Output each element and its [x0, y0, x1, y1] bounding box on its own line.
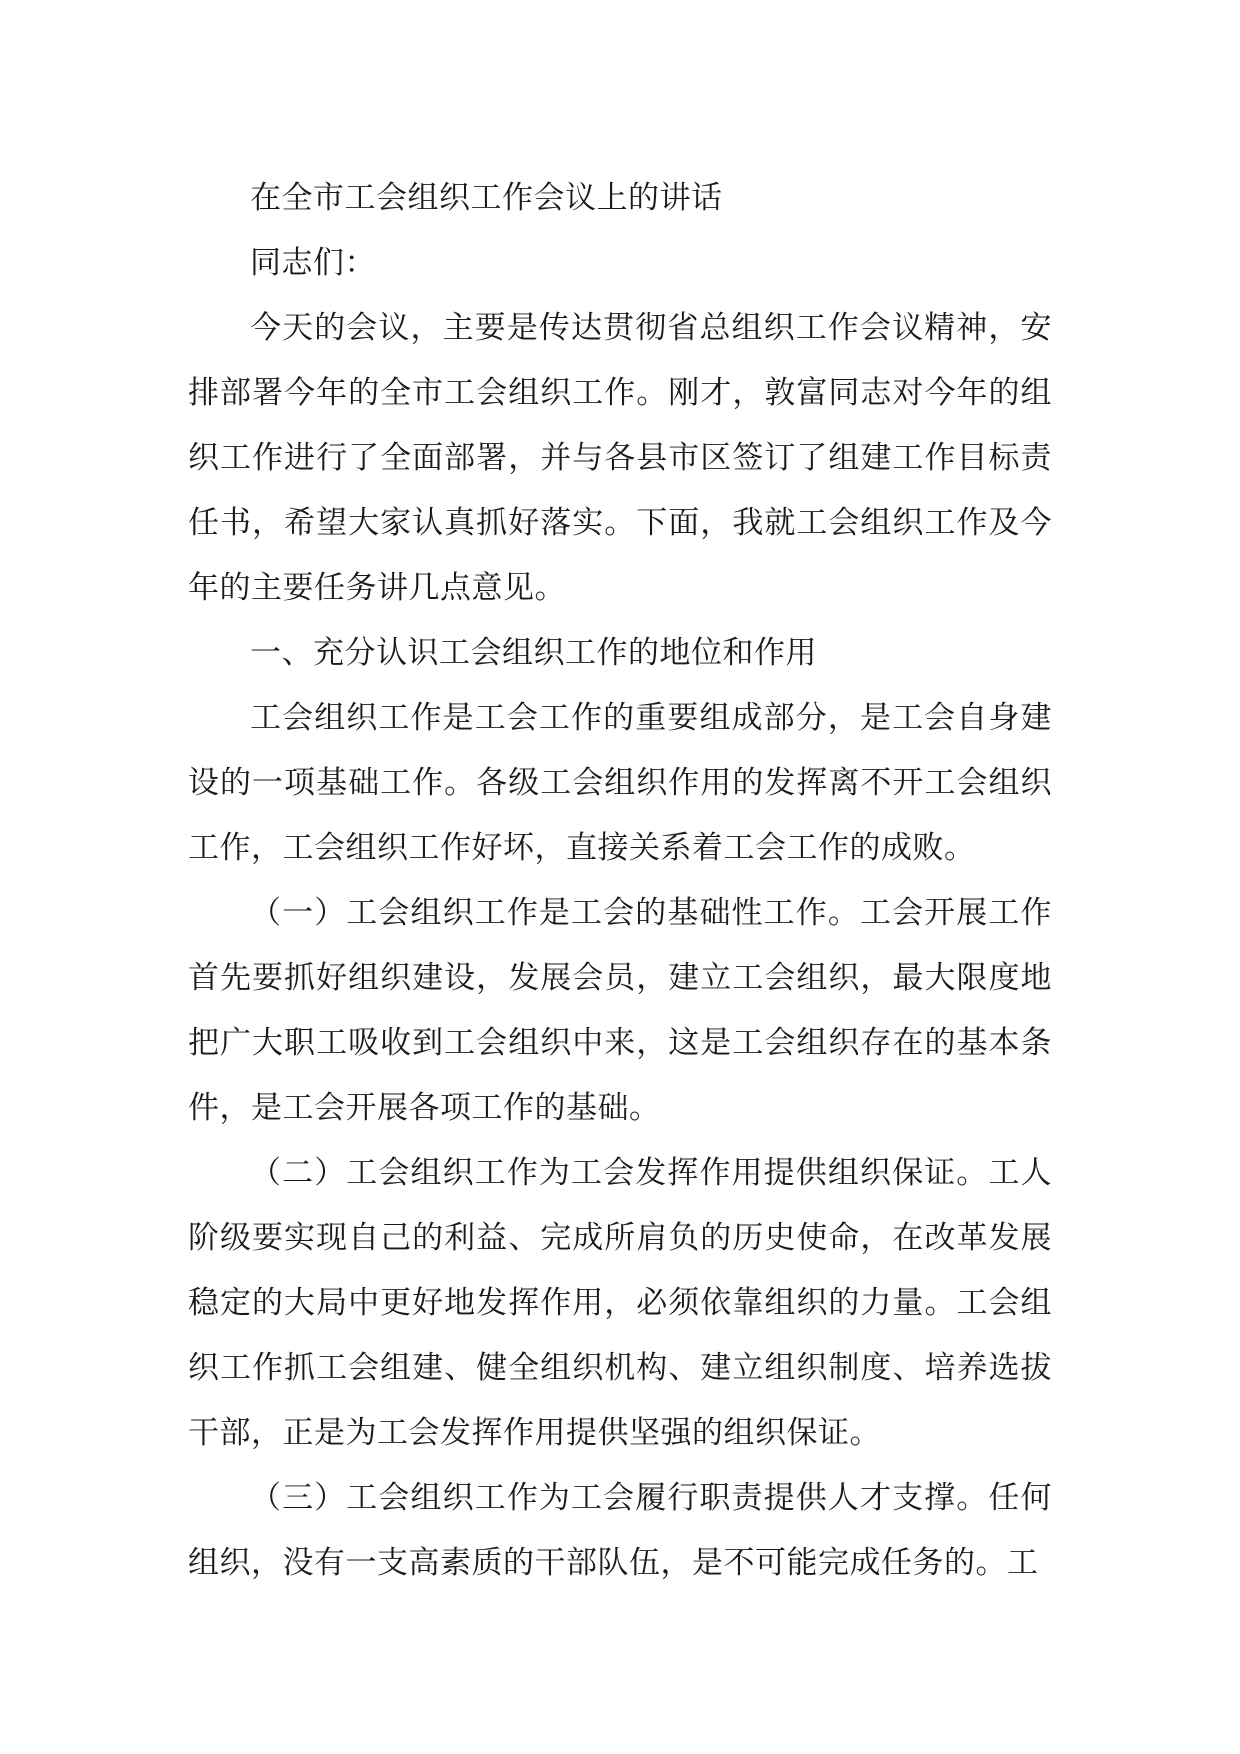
paragraph-intro: 今天的会议，主要是传达贯彻省总组织工作会议精神，安排部署今年的全市工会组织工作。刚才，敦富同志对今年的组织工作进行了全面部署，并与各县市区签订了组建工作目标责任书，希望大家认真抓好落实。下面，我就工会组织工作及今年的主要任务讲几点意见。 — [188, 310, 1052, 606]
salutation: 同志们： — [250, 245, 376, 281]
section-heading-1: 一、充分认识工会组织工作的地位和作用 — [250, 635, 817, 671]
paragraph-point-3: （三）工会组织工作为工会履行职责提供人才支撑。任何组织，没有一支高素质的干部队伍，是不可能完成任务的。工 — [188, 1480, 1052, 1581]
paragraph-point-2: （二）工会组织工作为工会发挥作用提供组织保证。工人阶级要实现自己的利益、完成所肩负的历史使命，在改革发展稳定的大局中更好地发挥作用，必须依靠组织的力量。工会组织工作抓工会组建、健全组织机构、建立组织制度、培养选拔干部，正是为工会发挥作用提供坚强的组织保证。 — [188, 1155, 1052, 1451]
paragraph-section-1: 工会组织工作是工会工作的重要组成部分，是工会自身建设的一项基础工作。各级工会组织作用的发挥离不开工会组织工作，工会组织工作好坏，直接关系着工会工作的成败。 — [188, 700, 1052, 866]
document-title: 在全市工会组织工作会议上的讲话 — [250, 180, 723, 216]
paragraph-point-1: （一）工会组织工作是工会的基础性工作。工会开展工作首先要抓好组织建设，发展会员，建立工会组织，最大限度地把广大职工吸收到工会组织中来，这是工会组织存在的基本条件，是工会开展各项工作的基础。 — [188, 895, 1052, 1126]
document-page — [188, 166, 1052, 1596]
